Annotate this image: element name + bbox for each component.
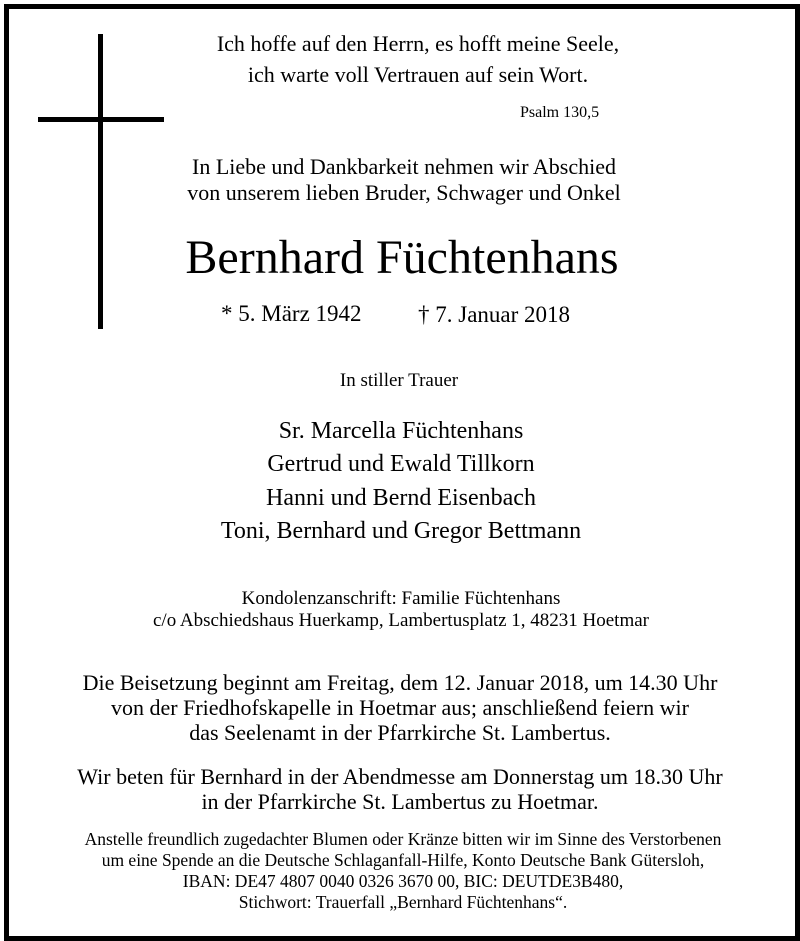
verse-source: Psalm 130,5: [520, 104, 600, 121]
list-item: Sr. Marcella Füchtenhans: [278, 418, 524, 444]
list-item: Hanni und Bernd Eisenbach: [266, 485, 536, 511]
donation-line-1: Anstelle freundlich zugedachter Blumen oder Kränze bitten wir im Sinne des Verstorbenen: [84, 829, 722, 849]
intro-line-2: von unserem lieben Bruder, Schwager und Onkel: [187, 180, 621, 205]
deceased-name: Bernhard Füchtenhans: [185, 231, 619, 284]
death-date: † 7. Januar 2018: [418, 302, 571, 327]
donation-line-2: um eine Spende an die Deutsche Schlaganfall-Hilfe, Konto Deutsche Bank Gütersloh,: [101, 850, 705, 870]
mourning-heading: In stiller Trauer: [339, 370, 459, 391]
intro-line-1: In Liebe und Dankbarkeit nehmen wir Abschied: [192, 154, 616, 179]
donation-line-3: IBAN: DE47 4807 0040 0326 3670 00, BIC: DEUTDE3B480,: [182, 871, 624, 891]
condolence-line-1: Kondolenzanschrift: Familie Füchtenhans: [241, 588, 561, 609]
list-item: Gertrud und Ewald Tillkorn: [267, 451, 535, 477]
cross-horizontal-bar: [38, 117, 164, 122]
birth-date: * 5. März 1942: [221, 301, 362, 326]
mass-line-2: in der Pfarrkirche St. Lambertus zu Hoetmar.: [201, 789, 599, 814]
mass-line-1: Wir beten für Bernhard in der Abendmesse am Donnerstag um 18.30 Uhr: [77, 764, 723, 789]
list-item: Toni, Bernhard und Gregor Bettmann: [220, 518, 582, 544]
funeral-line-1: Die Beisetzung beginnt am Freitag, dem 12. Januar 2018, um 14.30 Uhr: [82, 670, 718, 695]
funeral-line-3: das Seelenamt in der Pfarrkirche St. Lambertus.: [189, 720, 611, 745]
verse-line-1: Ich hoffe auf den Herrn, es hofft meine Seele,: [216, 31, 620, 56]
condolence-line-2: c/o Abschiedshaus Huerkamp, Lambertusplatz 1, 48231 Hoetmar: [153, 610, 649, 631]
funeral-line-2: von der Friedhofskapelle in Hoetmar aus; anschließend feiern wir: [111, 695, 689, 720]
donation-line-4: Stichwort: Trauerfall „Bernhard Füchtenhans“.: [238, 892, 568, 912]
verse-line-2: ich warte voll Vertrauen auf sein Wort.: [247, 62, 589, 87]
